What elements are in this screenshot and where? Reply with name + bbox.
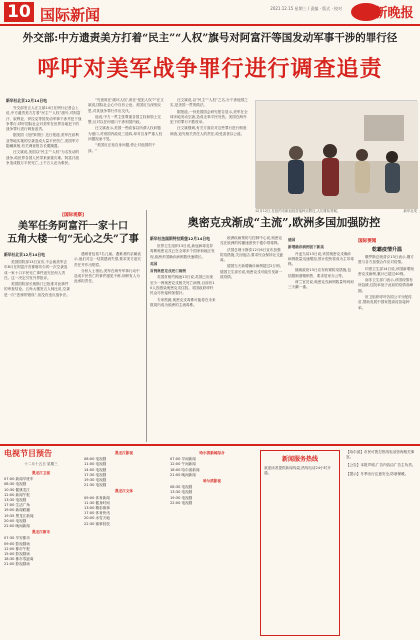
header-rule bbox=[0, 24, 420, 26]
photo-caption bbox=[255, 209, 417, 214]
listing: 21:30 电视剧 bbox=[84, 483, 107, 488]
lead-dateline: 新华社北京12月14日电 bbox=[6, 98, 47, 103]
page-number: 10 bbox=[4, 2, 34, 22]
listing: 08:30 电视剧 bbox=[4, 482, 27, 487]
story3-subhead: 新增确诊病例创下新高 bbox=[288, 245, 324, 250]
lead-column-3 bbox=[170, 98, 250, 210]
story2-column-2 bbox=[74, 252, 142, 442]
paragraph: 据美国《纽约时报》近日报道,美军在叙利亚等地实施的空袭造成大量平民伤亡,美国军方隐瞒真相,有关调查报告长期搁置。 bbox=[6, 133, 80, 149]
paragraph: 荷兰官员说,奥密克戎病例数量每两到三天翻一番。 bbox=[288, 280, 354, 290]
story3-column-1 bbox=[150, 236, 216, 442]
notice: 【公告】本报声明,广告内容由广告主负责。 bbox=[346, 463, 416, 468]
listing: 13:00 精彩赛事 bbox=[84, 506, 110, 511]
service-ad bbox=[260, 450, 340, 636]
caption-text: 12月12日,在纽约市新冠疫苗接种点附近,人们排队等候。 bbox=[255, 209, 341, 213]
listing: 21:00 影视剧场 bbox=[4, 562, 30, 567]
listing: 07:00 新闻早班车 bbox=[4, 477, 34, 482]
listing: 12:00 午间新闻 bbox=[170, 462, 196, 467]
listing: 08:30 电视剧 bbox=[170, 485, 193, 490]
paragraph: “美国应正视自身问题,停止对他国的干涉。” bbox=[88, 143, 156, 153]
section-title: 国际新闻 bbox=[40, 6, 101, 24]
listing: 21:00 晚间新闻 bbox=[170, 472, 196, 477]
lead-column-1 bbox=[6, 98, 82, 210]
listing: 12:00 新闻午报 bbox=[4, 492, 30, 497]
news-photo bbox=[255, 100, 417, 208]
listing: 22:00 电视剧 bbox=[170, 500, 193, 505]
listing: 09:00 影视剧场 bbox=[4, 541, 30, 546]
paragraph: 俄罗斯总统普京13日表示,俄方愿与各方加强合作应对疫情。 bbox=[358, 255, 414, 265]
listing: 07:00 早间新闻 bbox=[170, 457, 196, 462]
paragraph: 他说,中方一贯主张尊重各国主权和领土完整,反对以任何借口干涉别国内政。 bbox=[88, 114, 161, 125]
listing: 19:00 新闻联播 bbox=[4, 508, 30, 513]
listing: 19:30 电视剧 bbox=[84, 478, 107, 483]
story2-column-1 bbox=[4, 252, 70, 442]
story3-subhead: 首例奥密克戎死亡病例 bbox=[150, 269, 186, 274]
channel-name: 黑龙江卫视 bbox=[32, 471, 50, 475]
issue-info: 2021.12.15 星期三 / 责编 · 版式 · 校对 bbox=[270, 6, 342, 11]
tv-channel-2 bbox=[84, 450, 164, 527]
tv-channel-1 bbox=[4, 470, 78, 568]
listing: 13:30 电视剧 bbox=[4, 498, 27, 503]
paragraph: 分析人士指出,美军在海外军事行动中造成平民伤亡的事件屡见不鲜,却鲜有人为此承担责任。 bbox=[74, 268, 140, 284]
paragraph: 丹麦当局13日说,该国奥密克戎确诊病例数量迅速增加,预计很快将成为主导毒株。 bbox=[288, 251, 354, 267]
listing: 22:30 赛事回放 bbox=[84, 521, 110, 526]
notices bbox=[346, 450, 416, 477]
tv-title: 电视节目预告 bbox=[4, 448, 52, 458]
newspaper-logo bbox=[350, 2, 416, 22]
listing: 20:00 电视剧 bbox=[4, 518, 27, 523]
notice: 【哈尔滨】市民可拨打热线电话咨询相关事宜。 bbox=[346, 450, 415, 460]
ad-title: 新闻服务热线 bbox=[281, 456, 318, 463]
listing: 17:00 生活广角 bbox=[4, 503, 30, 508]
photo-credit: 新华社发 bbox=[403, 209, 417, 213]
sidebar-news bbox=[358, 236, 416, 442]
paragraph: 德国当天新增确诊病例超过2万例。德国卫生部长说,奥密克戎可能引发新一波疫情。 bbox=[220, 264, 284, 280]
story3-dateline: 新华社法国斯特拉斯堡12月14日电 bbox=[150, 236, 210, 241]
story2-header bbox=[4, 212, 142, 246]
paragraph: 挪威政府13日宣布收紧防疫措施,包括限制酒精销售、要求居家办公等。 bbox=[288, 268, 352, 278]
lead-subheadline: 外交部:中方遗责美方打着“民主”“人权”旗号对阿富汗等国发动军事干涉的罪行径 bbox=[22, 32, 398, 44]
paragraph: 遇难者包括7名儿童。遇难者的亲属表示,他们对这一结果感到失望,要求美方追究责任并作出赔偿。 bbox=[74, 252, 141, 267]
lead-headline: 呼吁对美军战争罪行进行调查追责 bbox=[37, 56, 383, 82]
paragraph: 法国总理卡斯泰12月6日宣布加强防疫措施,关闭夜店,要求民众保持社交距离。 bbox=[220, 247, 284, 263]
paragraph: 印度卫生部14日说,该国新增奥密克戎病例,累计已超过40例。 bbox=[358, 266, 414, 276]
tv-channel-3 bbox=[170, 450, 254, 506]
listing: 19:35 黑龙江新闻 bbox=[4, 513, 34, 518]
listing: 14:00 电视剧 bbox=[84, 467, 107, 472]
listing: 18:30 都市零距离 bbox=[4, 557, 34, 562]
ad-text: 欢迎读者提供新闻线索,热线电话24小时开通。 bbox=[264, 466, 331, 476]
paragraph: 据报道,一份美国国会研究报告显示,美军在全球多地发动空袭,造成无辜平民死伤。美国在海外犯下的罪行不胜枚举。 bbox=[170, 109, 248, 125]
listing: 08:00 电视剧 bbox=[84, 457, 107, 462]
paragraph: 汪文斌说,美国以“民主”“人权”为名发动的战争,给世界各国人民带来深重灾难。阿富汗战争造成数万平民死亡,上千万人沦为难民。 bbox=[6, 150, 80, 165]
listing: 13:30 电视剧 bbox=[170, 490, 193, 495]
paragraph: 汪文斌强调,有关方面应对这些罪行进行彻底调查,追究相关责任人的责任,给受害者以公道。 bbox=[170, 126, 247, 136]
listing: 09:00 体育新闻 bbox=[84, 495, 110, 500]
page-header bbox=[0, 0, 420, 24]
story3-column-3 bbox=[288, 236, 354, 442]
story3-column-2 bbox=[220, 236, 284, 442]
channel-name: 哈尔滨影视 bbox=[203, 479, 221, 484]
sidebar-tag: 国际要闻 bbox=[358, 239, 377, 244]
story3-headline: 奥密克戎渐成“主流”,欧洲多国加强防控 bbox=[187, 216, 381, 229]
listing: 11:00 电视剧 bbox=[84, 462, 107, 467]
paragraph: 美国国防部长奥斯汀已批准对此事件的审查结论。五角大楼发言人柯比说,空袭是一次“悲惨的错误”,但没有违反战争法。 bbox=[4, 282, 70, 297]
listing: 11:30 健身时间 bbox=[84, 500, 110, 505]
tv-date: 十二月十五日 星期三 bbox=[24, 462, 58, 466]
paragraph: 外交部发言人汪文斌14日在例行记者会上说,中方谴责美方打着“民主”“人权”旗号,对阿富汗、叙利亚、伊拉克等国发动军事干涉并犯下战争罪行,呼吁国际社会对美军在世界各地犯下的战争罪行进行调查追责。 bbox=[6, 106, 82, 132]
story2-tag: [国际观察] bbox=[61, 213, 85, 218]
tv-header bbox=[4, 448, 78, 460]
listing: 19:30 电视剧 bbox=[170, 495, 193, 500]
listing: 22:00 晚间新闻 bbox=[4, 524, 30, 529]
paragraph: 英国首相约翰逊13日说,英国已出现至少一例奥密克戎相关死亡病例,目前有10人因感染奥密克戎住院。英国政府呼吁民众尽快接种加强针。 bbox=[150, 275, 215, 296]
listing: 15:00 影视剧场 bbox=[4, 552, 30, 557]
story2-dateline: 新华社北京12月14日电 bbox=[4, 252, 45, 257]
lead-column-2 bbox=[88, 98, 164, 210]
story3-subhead: 德国 bbox=[288, 238, 296, 242]
channel-name: 黑龙江文体 bbox=[115, 489, 133, 494]
listing: 07:30 早安都市 bbox=[4, 536, 30, 541]
paragraph: 世界卫生组织13日说,新冠病毒变异毒株奥密克戎已在全球多个国家和地区发现,欧洲多国确诊病例数快速增长。 bbox=[150, 244, 215, 259]
column-divider bbox=[146, 210, 147, 442]
paragraph: 专家预测,奥密克戎毒株可能将在未来数周内成为欧洲的主流毒株。 bbox=[150, 297, 216, 307]
svg-text:新晚报: 新晚报 bbox=[374, 6, 414, 21]
paragraph: 世卫组织呼吁各国公平分配疫苗,帮助发展中国家提高疫苗接种率。 bbox=[358, 295, 412, 310]
listing: 10:30 健康龙江 bbox=[4, 487, 30, 492]
listing: 18:00 哈尔滨新闻 bbox=[170, 467, 200, 472]
listing: 20:00 冰雪天地 bbox=[84, 516, 110, 521]
paragraph: 欧洲疾病预防与控制中心说,奥密克戎在欧洲的传播速度快于德尔塔毒株。 bbox=[220, 236, 283, 246]
channel-name: 哈尔滨新闻综合 bbox=[199, 451, 225, 455]
listing: 12:00 都市午报 bbox=[4, 546, 30, 551]
channel-name: 黑龙江影视 bbox=[115, 451, 133, 455]
listing: 17:30 电视剧 bbox=[84, 472, 107, 477]
paragraph: 南非卫生部门表示,该国疫情有所趋缓,住院率低于此前的疫情高峰期。 bbox=[358, 278, 414, 293]
channel-name: 黑龙江都市 bbox=[32, 530, 50, 535]
paragraph: 汪文斌说,以“民主”“人权”之名,行干涉他国之实,是美国一贯的做法。 bbox=[170, 98, 248, 108]
story2-headline: 美军任务阿富汗一家十口 五角大楼一句“无心之失”了事 bbox=[7, 221, 139, 245]
sidebar-title: 乾霸疫情升温 bbox=[371, 247, 402, 253]
listing: 17:00 体育快讯 bbox=[84, 511, 110, 516]
paragraph: “究竟谁在‘破坏人权’,谁在‘侵犯人权’?”汪文斌说,国际社会心中自有公论。美国应当深刻反思,对其战争罪行作出交代。 bbox=[88, 98, 164, 113]
paragraph: 汪文斌表示,美国一些政客以所谓人权问题为借口,对别国内政说三道四,却对自身严重人权问题视而不见。 bbox=[88, 126, 163, 142]
paragraph: 美国国防部13日宣布,不会就美军去年8月在阿富汗首都喀布尔的一次空袭造成一家十口平民死亡事件追究任何人责任。这一决定引发外界批评。 bbox=[4, 260, 68, 280]
notice: 【提示】冬季出行注意安全,防寒保暖。 bbox=[346, 471, 409, 476]
story3-subhead: 英国 bbox=[150, 261, 158, 266]
tv-rule bbox=[0, 444, 420, 446]
